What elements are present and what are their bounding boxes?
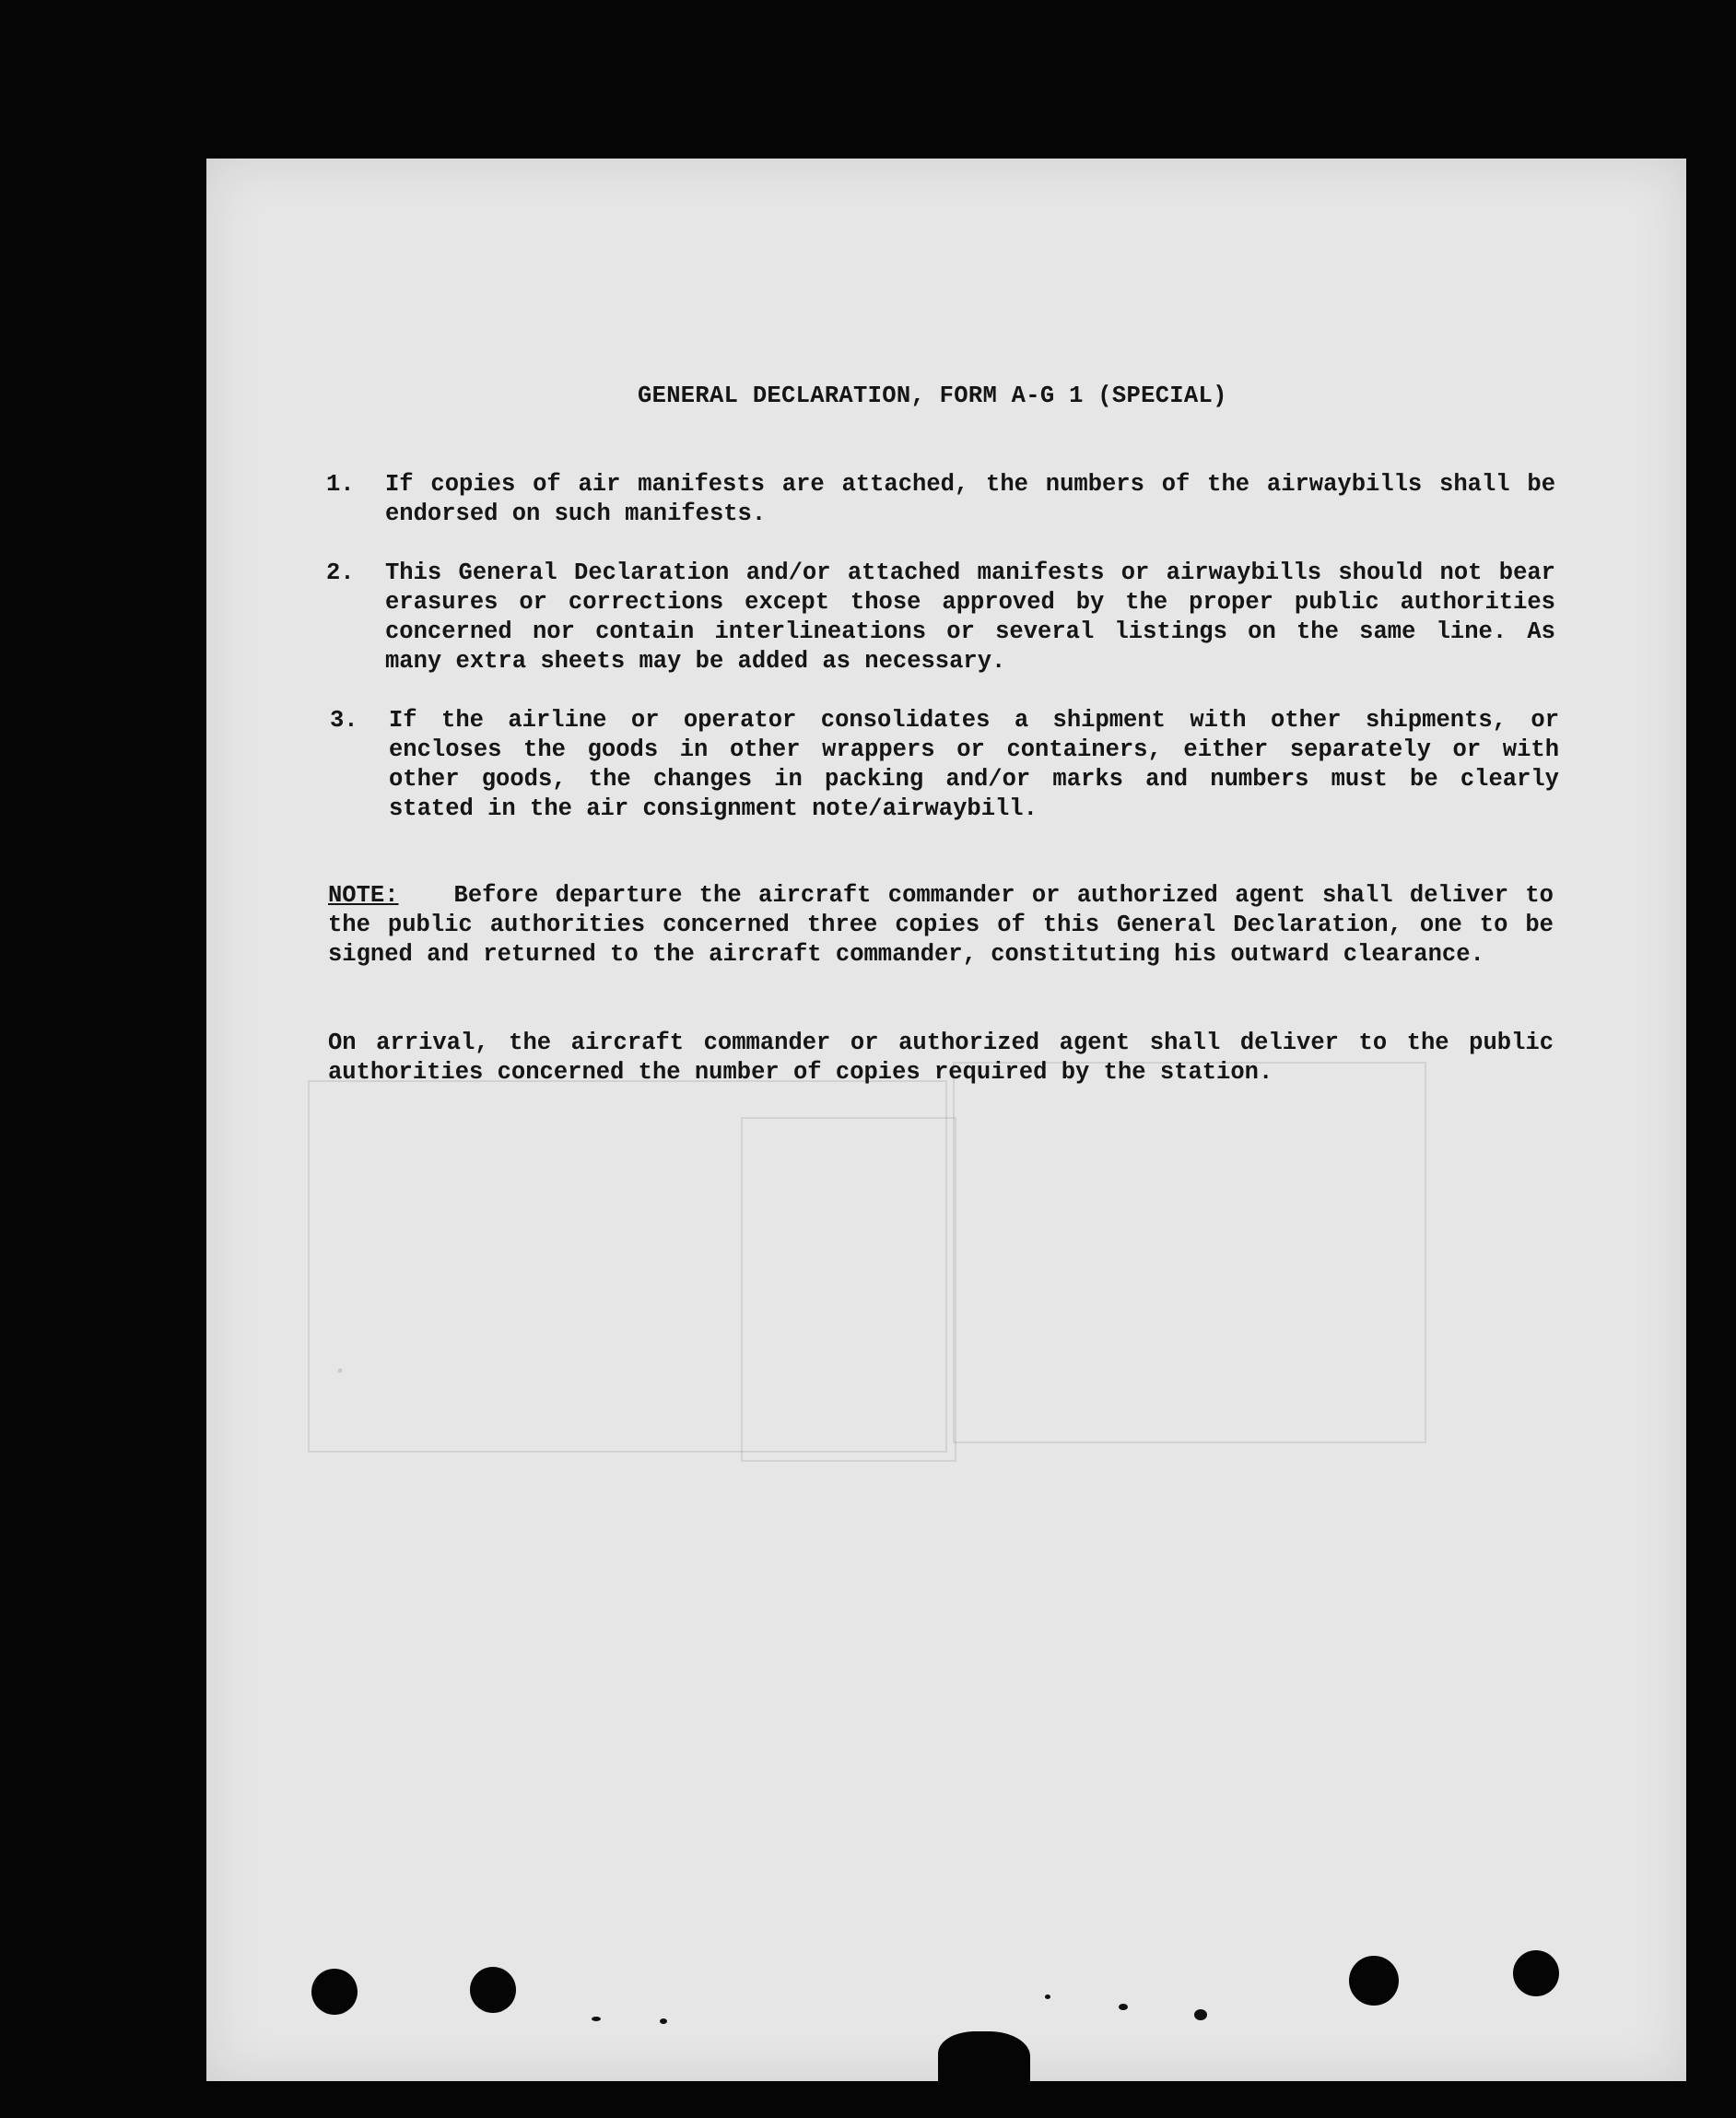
punch-hole: [311, 1969, 358, 2015]
note-label: NOTE:: [328, 882, 399, 909]
speck: [1045, 1994, 1050, 1999]
speck: [592, 2017, 601, 2021]
item-number: 2.: [326, 559, 355, 586]
punch-hole: [1513, 1950, 1559, 1996]
item-number: 1.: [326, 471, 355, 498]
bleed-through-form: .: [335, 1339, 345, 1381]
torn-edge: [938, 2031, 1030, 2087]
arrival-paragraph: On arrival, the aircraft commander or authorized agent shall deliver to the public authorities concerned the number of copies required by the station.: [328, 1030, 1554, 1086]
bleed-through-box-right: [953, 1062, 1426, 1443]
item-text: If copies of air manifests are attached, the numbers of the airwaybills shall be endorsed on such manifests.: [385, 471, 1555, 527]
item-text: This General Declaration and/or attached manifests or airwaybills should not bear erasures or corrections except those approved by the proper public authorities concerned nor contain interlineations or several listings on the same line. As many extra sheets may be added as necessary.: [385, 559, 1555, 675]
bleed-through-box-mid: [741, 1117, 956, 1462]
item-number: 3.: [330, 707, 358, 734]
note-text: Before departure the aircraft commander or authorized agent shall deliver to the public authorities concerned three copies of this General Declaration, one to be signed and returned to the aircraft commander, constituting his outward clearance.: [328, 882, 1554, 968]
punch-hole: [1349, 1956, 1399, 2006]
document-sheet: [206, 159, 1686, 2081]
punch-hole: [470, 1967, 516, 2013]
page-title: GENERAL DECLARATION, FORM A-G 1 (SPECIAL): [638, 382, 1227, 409]
note-paragraph: [328, 881, 1554, 970]
item-text: If the airline or operator consolidates a shipment with other shipments, or encloses the goods in other wrappers or containers, either separately or with other goods, the changes in packing and/or marks and numbers must be clearly stated in the air consignment note/airwaybill.: [389, 707, 1559, 822]
speck: [1194, 2009, 1207, 2020]
speck: [1119, 2004, 1128, 2010]
speck: [660, 2018, 667, 2024]
